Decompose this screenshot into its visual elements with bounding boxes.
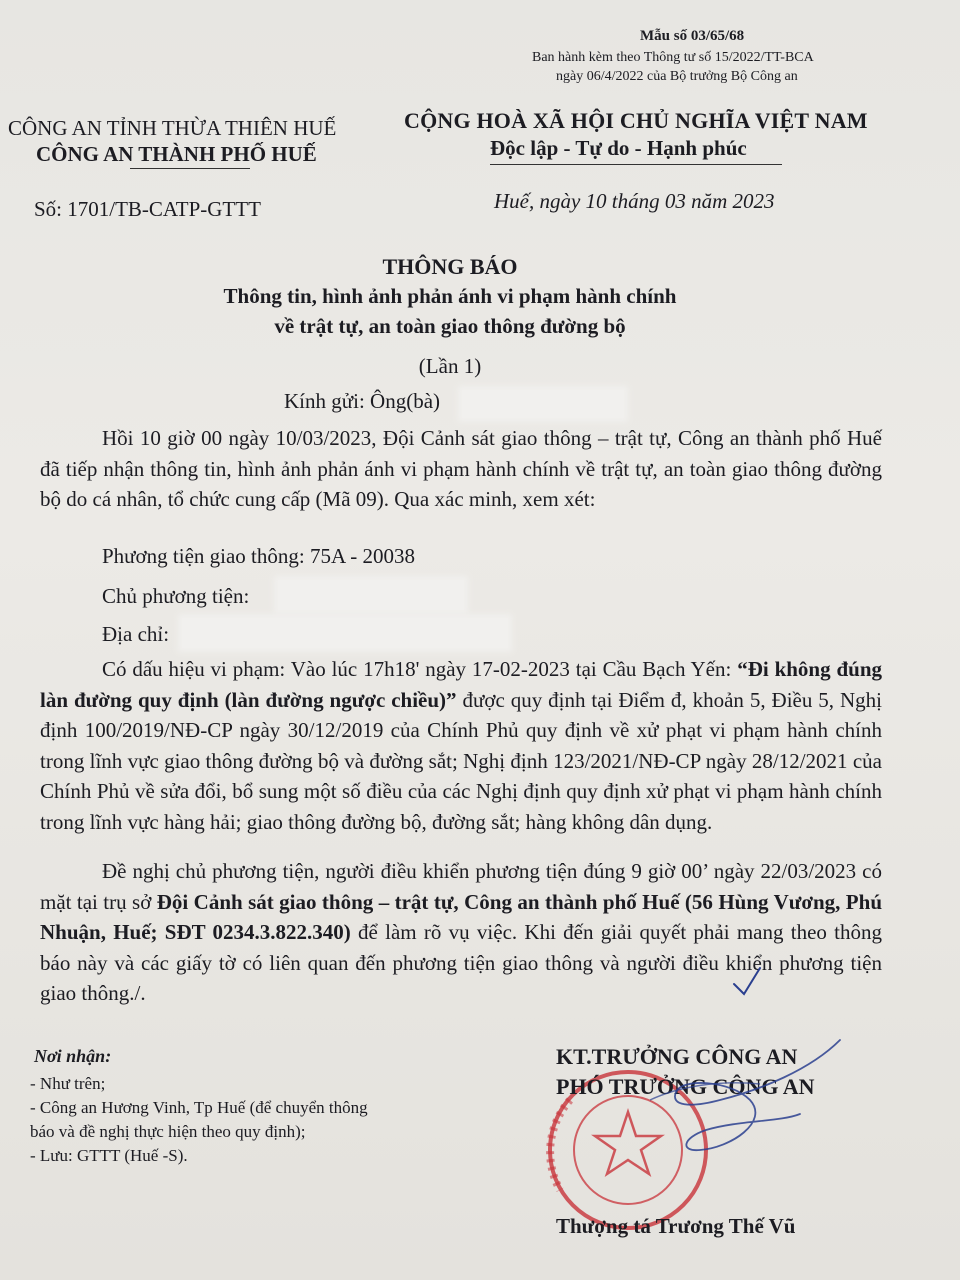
handwritten-signature-icon — [610, 1030, 870, 1170]
form-number: Mẫu số 03/65/68 — [640, 28, 745, 44]
redacted-recipient — [462, 390, 624, 418]
intro-paragraph: Hồi 10 giờ 00 ngày 10/03/2023, Đội Cảnh sát giao thông – trật tự, Công an thành phố Huế đã tiếp nhận thông tin, hình ảnh phản ánh vi phạm hành chính về trật tự, an toàn giao thông đường bộ do cá nhân, tổ chức cung cấp (Mã 09). Qua xác minh, xem xét: — [40, 426, 882, 511]
form-issued-with-line2: ngày 06/4/2022 của Bộ trưởng Bộ Công an — [556, 69, 798, 84]
country-name: CỘNG HOÀ XÃ HỘI CHỦ NGHĨA VIỆT NAM — [404, 108, 868, 133]
vehicle-plate: Phương tiện giao thông: 75A - 20038 — [102, 544, 415, 568]
agency-underline — [130, 168, 250, 169]
violation-description: “Đi không đúng làn đường quy định (làn đường ngược chiều)” — [40, 657, 882, 712]
document-title: THÔNG BÁO — [382, 254, 518, 279]
violation-paragraph — [40, 654, 882, 837]
agency-name: CÔNG AN THÀNH PHỐ HUẾ — [36, 142, 317, 166]
recipient-item: - Công an Hương Vinh, Tp Huế (để chuyển thông — [30, 1098, 368, 1117]
address-label: Địa chỉ: — [102, 622, 170, 646]
document-subtitle-line2: về trật tự, an toàn giao thông đường bộ — [274, 314, 626, 338]
redacted-owner — [278, 580, 464, 610]
violation-intro: Có dấu hiệu vi phạm: Vào lúc 17h18' ngày 17-02-2023 tại Cầu Bạch Yến: — [102, 657, 738, 681]
request-location: Đội Cảnh sát giao thông – trật tự, Công an thành phố Huế (56 Hùng Vương, Phú Nhuận, Huế; SĐT 0234.3.822.340) — [40, 889, 882, 944]
handwritten-tick-icon — [730, 962, 790, 1002]
recipients-heading: Nơi nhận: — [34, 1046, 112, 1066]
recipient-item: - Như trên; — [30, 1074, 106, 1093]
signer-name: Thượng tá Trương Thế Vũ — [556, 1214, 796, 1238]
document-number: Số: 1701/TB-CATP-GTTT — [34, 197, 261, 221]
place-date: Huế, ngày 10 tháng 03 năm 2023 — [494, 189, 775, 213]
owner-label: Chủ phương tiện: — [102, 584, 250, 608]
request-intro: Đề nghị chủ phương tiện, người điều khiển phương tiện đúng 9 giờ 00’ ngày 22/03/2023 có mặt tại trụ sở — [40, 859, 882, 914]
recipient-item: báo và đề nghị thực hiện theo quy định); — [30, 1122, 306, 1141]
document-subtitle-line1: Thông tin, hình ảnh phản ánh vi phạm hành chính — [223, 284, 677, 308]
recipient-label: Kính gửi: Ông(bà) — [284, 389, 441, 413]
signature-title-line2: PHÓ TRƯỞNG CÔNG AN — [556, 1074, 815, 1099]
recipient-item: - Lưu: GTTT (Huế -S). — [30, 1146, 188, 1165]
form-issued-with-line1: Ban hành kèm theo Thông tư số 15/2022/TT-BCA — [532, 50, 814, 65]
redacted-address — [182, 618, 508, 648]
motto-underline — [490, 164, 782, 165]
notice-round: (Lần 1) — [418, 354, 482, 378]
request-instructions: để làm rõ vụ việc. Khi đến giải quyết phải mang theo thông báo này và các giấy tờ có liên quan đến phương tiện giao thông và người điều khiển phương tiện giao thông./. — [40, 920, 883, 1005]
violation-legal-basis: được quy định tại Điểm đ, khoản 5, Điều 5, Nghị định 100/2019/NĐ-CP ngày 30/12/2019 của Chính Phủ quy định về xử phạt vi phạm hành chính trong lĩnh vực giao thông đường bộ và đường sắt; Nghị định 123/2021/NĐ-CP ngày 28/12/2021 của Chính Phủ về sửa đổi, bổ sung một số điều của các Nghị định quy định xử phạt vi phạm hành chính trong lĩnh vực hàng hải; giao thông đường bộ, đường sắt; hàng không dân dụng. — [40, 687, 882, 834]
national-motto: Độc lập - Tự do - Hạnh phúc — [490, 136, 747, 160]
signature-title-line1: KT.TRƯỞNG CÔNG AN — [556, 1044, 798, 1069]
agency-parent: CÔNG AN TỈNH THỪA THIÊN HUẾ — [8, 116, 337, 140]
